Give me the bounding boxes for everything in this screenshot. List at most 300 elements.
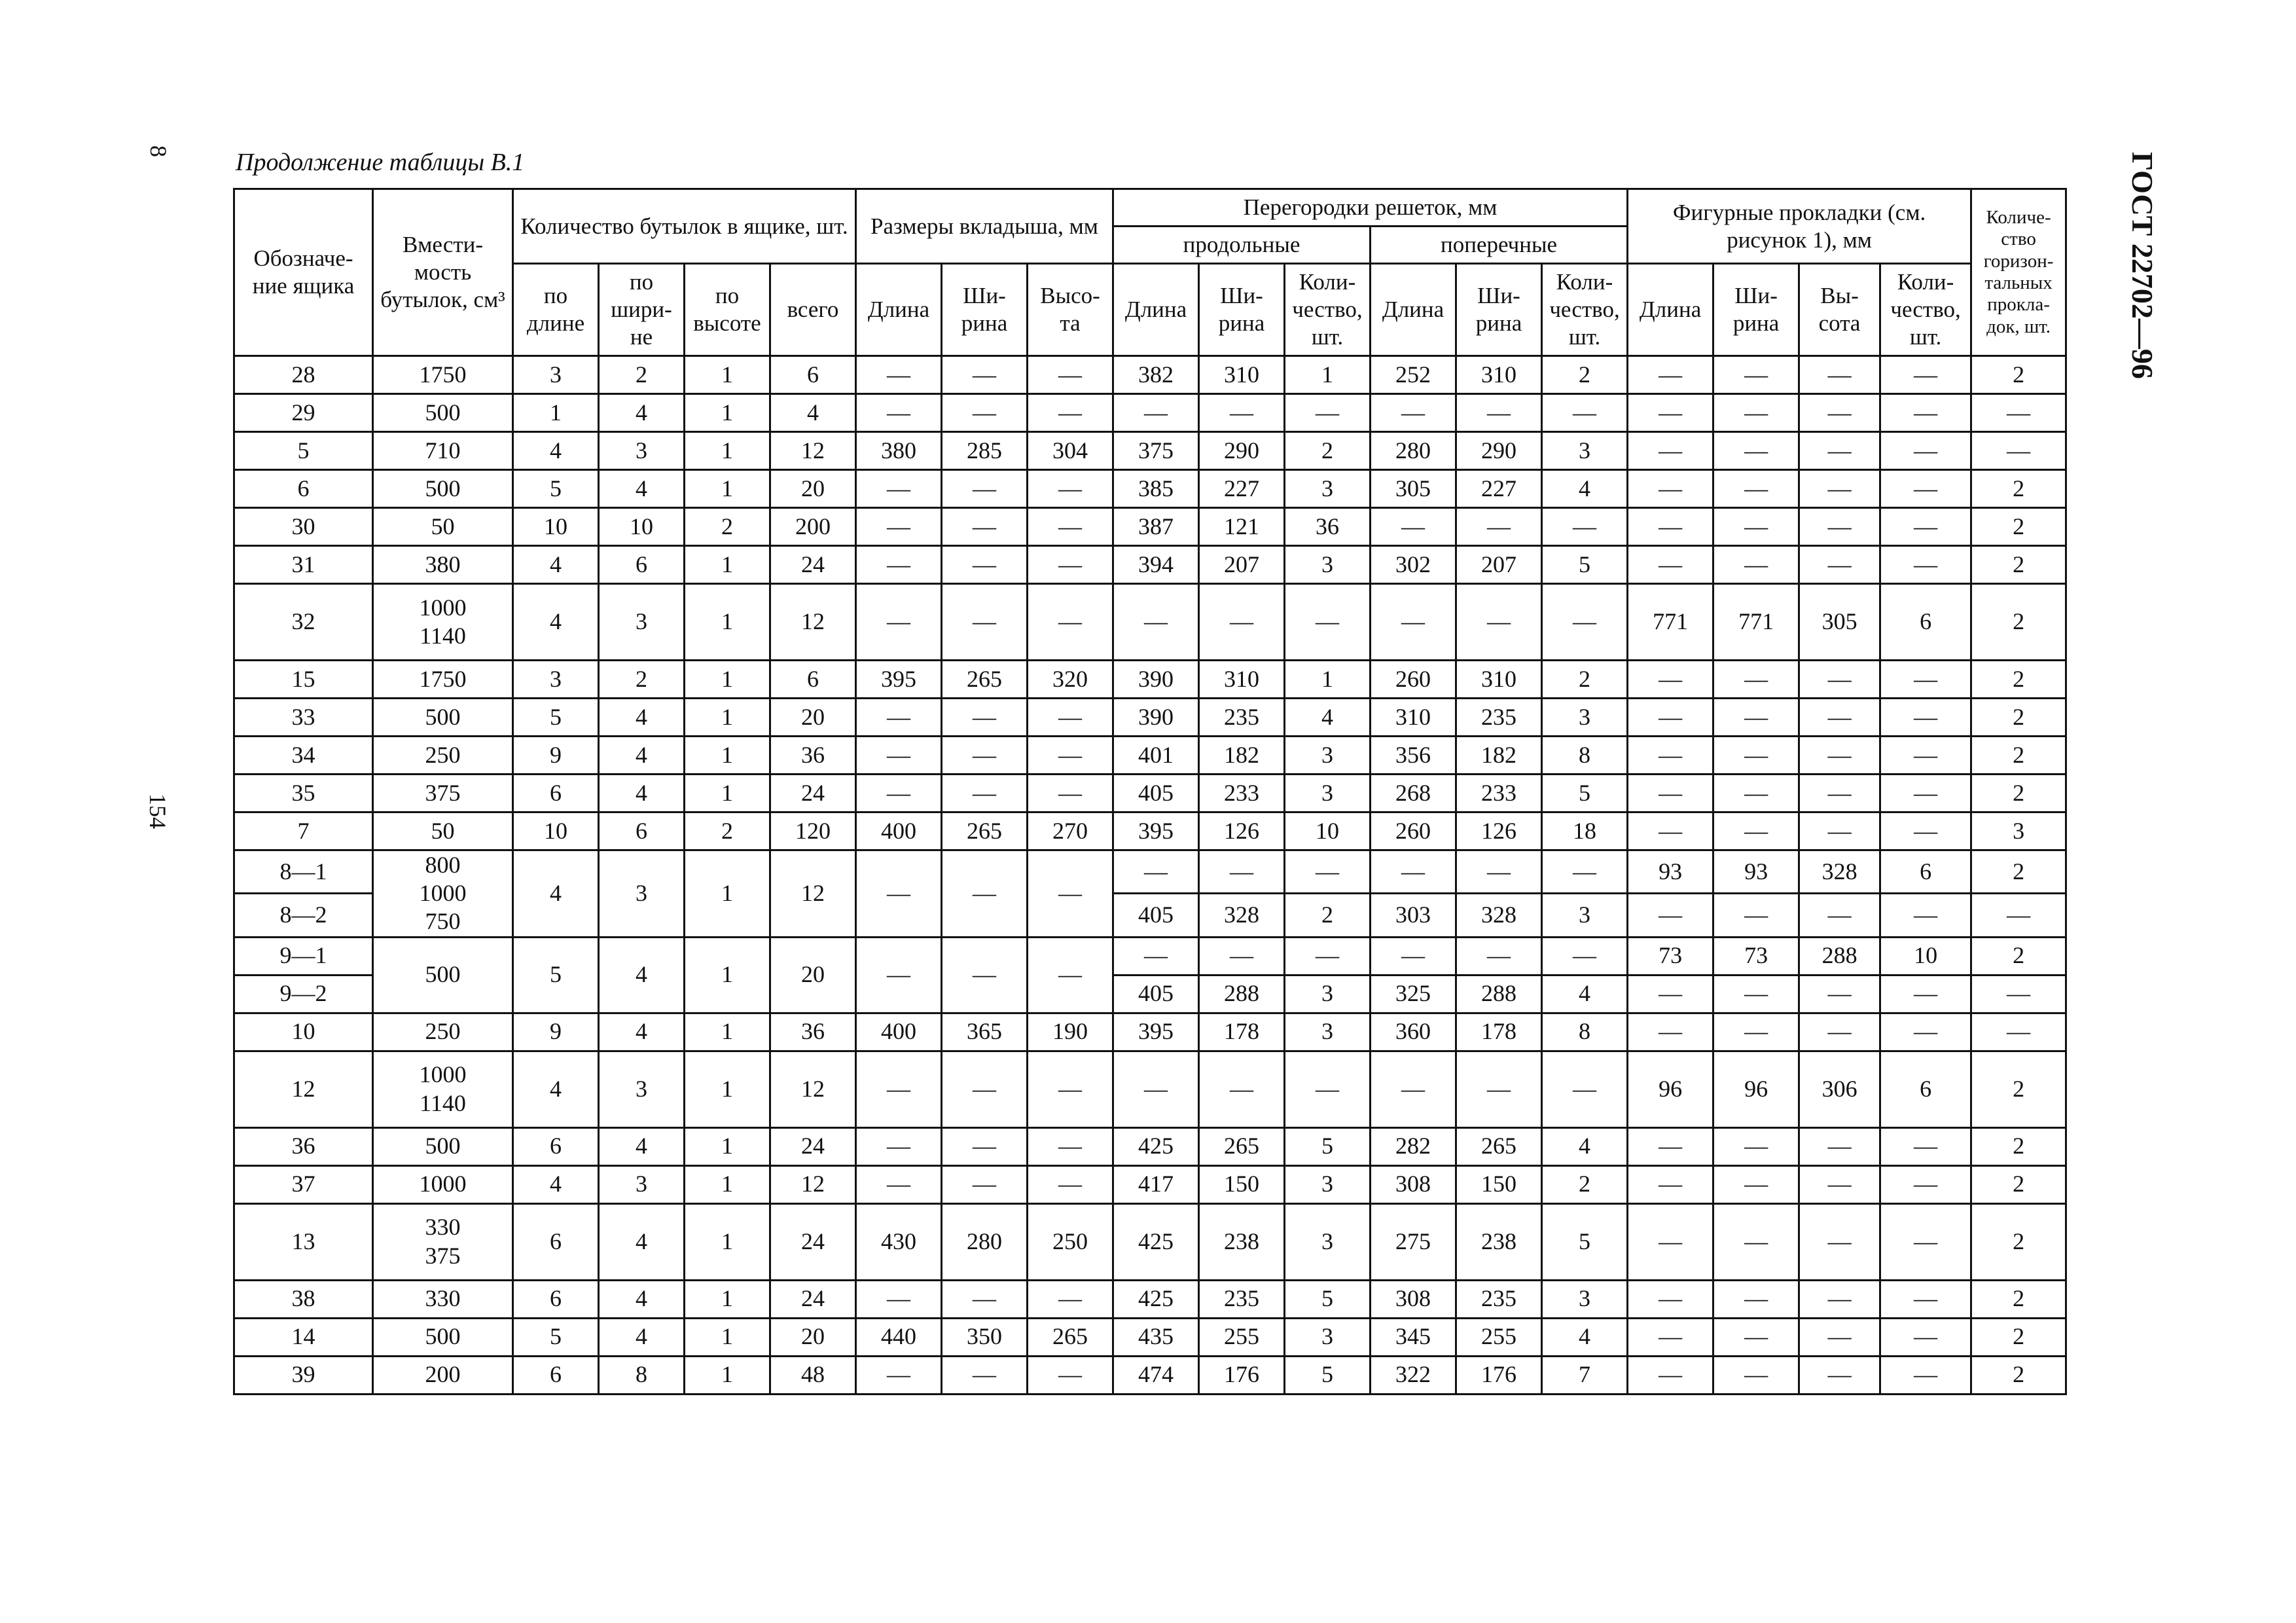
table-cell: 4 <box>1542 975 1628 1013</box>
table-cell: — <box>1113 584 1199 661</box>
table-cell: 48 <box>770 1356 856 1394</box>
table-cell: 200 <box>373 1356 513 1394</box>
table-cell: 2 <box>1285 432 1371 470</box>
table-cell: 285 <box>942 432 1028 470</box>
header-long-width: Ши-рина <box>1199 264 1285 356</box>
table-cell: 365 <box>942 1013 1028 1051</box>
table-cell: 12 <box>770 1165 856 1203</box>
table-cell: 1 <box>685 699 770 737</box>
table-cell: 425 <box>1113 1127 1199 1165</box>
table-cell: 4 <box>599 937 685 1013</box>
table-cell: — <box>1028 394 1113 432</box>
table-row <box>234 1356 2066 1394</box>
table-cell: 328 <box>1456 894 1542 937</box>
table-cell: — <box>1713 975 1799 1013</box>
table-cell: 6 <box>513 1127 599 1165</box>
table-cell: 178 <box>1199 1013 1285 1051</box>
table-cell: — <box>1880 1127 1971 1165</box>
table-cell: 328 <box>1799 850 1880 894</box>
table-cell: — <box>1713 394 1799 432</box>
table-cell: 227 <box>1456 470 1542 508</box>
table-cell: 425 <box>1113 1203 1199 1280</box>
table-cell: 325 <box>1371 975 1456 1013</box>
table-cell: — <box>1542 508 1628 546</box>
table-cell: 390 <box>1113 661 1199 699</box>
page-marker: 8 <box>145 145 171 157</box>
table-cell: 350 <box>942 1318 1028 1356</box>
table-cell: 2 <box>1971 584 2066 661</box>
table-cell: 12 <box>234 1051 373 1127</box>
table-cell: 6 <box>599 546 685 584</box>
table-cell: — <box>1713 1127 1799 1165</box>
table-row <box>234 775 2066 812</box>
table-cell: 24 <box>770 1203 856 1280</box>
table-cell: 356 <box>1371 737 1456 775</box>
table-row <box>234 812 2066 850</box>
table-cell: — <box>942 584 1028 661</box>
table-cell: 4 <box>1542 1127 1628 1165</box>
table-cell: — <box>942 850 1028 938</box>
header-insert-height: Высо-та <box>1028 264 1113 356</box>
table-cell: 4 <box>599 699 685 737</box>
table-cell: 3 <box>1542 699 1628 737</box>
table-cell: — <box>1713 356 1799 394</box>
table-cell: — <box>1799 394 1880 432</box>
table-cell: 1750 <box>373 356 513 394</box>
table-cell: 1000 <box>373 1165 513 1203</box>
table-row <box>234 937 2066 975</box>
table-cell: 2 <box>1542 661 1628 699</box>
table-cell: — <box>942 1280 1028 1318</box>
table-cell: 6 <box>770 661 856 699</box>
table-cell: 275 <box>1371 1203 1456 1280</box>
table-cell: — <box>1880 356 1971 394</box>
table-cell: 3 <box>1542 894 1628 937</box>
header-long-quantity: Коли-чество, шт. <box>1285 264 1371 356</box>
table-cell: 10 <box>599 508 685 546</box>
table-cell: — <box>1628 894 1713 937</box>
table-cell: 2 <box>1971 1165 2066 1203</box>
table-cell: 304 <box>1028 432 1113 470</box>
table-cell: — <box>942 470 1028 508</box>
table-cell: 771 <box>1628 584 1713 661</box>
table-cell: — <box>1799 894 1880 937</box>
table-cell: 50 <box>373 812 513 850</box>
table-cell: 2 <box>1971 1203 2066 1280</box>
table-cell: 2 <box>1542 1165 1628 1203</box>
table-cell: — <box>1285 1051 1371 1127</box>
table-cell: — <box>1880 975 1971 1013</box>
designation-cell: 8—2 <box>234 894 373 937</box>
table-cell: 425 <box>1113 1280 1199 1318</box>
table-cell: — <box>1028 1280 1113 1318</box>
table-cell: 24 <box>770 1280 856 1318</box>
table-cell: 3 <box>599 432 685 470</box>
table-cell: — <box>1880 546 1971 584</box>
table-cell: 36 <box>234 1127 373 1165</box>
table-cell: — <box>942 1356 1028 1394</box>
table-caption: Продолжение таблицы В.1 <box>236 149 525 176</box>
table-cell: 265 <box>1456 1127 1542 1165</box>
table-cell: — <box>1542 1051 1628 1127</box>
table-cell: 3 <box>599 850 685 938</box>
table-cell: 430 <box>856 1203 942 1280</box>
table-cell: 1000 1140 <box>373 584 513 661</box>
table-cell: 3 <box>1542 1280 1628 1318</box>
table-cell: — <box>942 546 1028 584</box>
table-cell: 7 <box>234 812 373 850</box>
table-cell: 6 <box>513 1203 599 1280</box>
table-cell: 1000 1140 <box>373 1051 513 1127</box>
table-cell: 288 <box>1456 975 1542 1013</box>
table-cell: 6 <box>1880 584 1971 661</box>
table-cell: — <box>1628 1356 1713 1394</box>
table-cell: 6 <box>513 1280 599 1318</box>
table-cell: 1 <box>685 1051 770 1127</box>
table-cell: — <box>1628 775 1713 812</box>
table-cell: 3 <box>1285 546 1371 584</box>
table-cell: 6 <box>1880 1051 1971 1127</box>
table-cell: — <box>1028 1165 1113 1203</box>
table-cell: 4 <box>1285 699 1371 737</box>
table-cell: 3 <box>1285 775 1371 812</box>
table-cell: — <box>856 1356 942 1394</box>
header-fig-height: Вы-сота <box>1799 264 1880 356</box>
table-cell: 29 <box>234 394 373 432</box>
table-cell: 176 <box>1199 1356 1285 1394</box>
designation-cell: 9—2 <box>234 975 373 1013</box>
table-cell: — <box>856 508 942 546</box>
table-cell: 38 <box>234 1280 373 1318</box>
table-row <box>234 470 2066 508</box>
table-cell: 4 <box>513 546 599 584</box>
table-cell: 1 <box>685 1127 770 1165</box>
table-cell: 3 <box>1542 432 1628 470</box>
table-cell: 400 <box>856 1013 942 1051</box>
table-cell: 2 <box>1971 356 2066 394</box>
table-cell: 10 <box>1880 937 1971 975</box>
table-cell: — <box>1456 508 1542 546</box>
table-cell: — <box>1799 975 1880 1013</box>
table-cell: 500 <box>373 1318 513 1356</box>
table-cell: 20 <box>770 470 856 508</box>
table-cell: 375 <box>373 775 513 812</box>
table-cell: 12 <box>770 584 856 661</box>
table-cell: 24 <box>770 546 856 584</box>
table-cell: 310 <box>1371 699 1456 737</box>
header-by-width: по шири-не <box>599 264 685 356</box>
table-cell: 345 <box>1371 1318 1456 1356</box>
table-cell: — <box>1799 1013 1880 1051</box>
capacity-cell: 500 <box>373 937 513 1013</box>
table-cell: 282 <box>1371 1127 1456 1165</box>
table-cell: 2 <box>1542 356 1628 394</box>
header-figured-group: Фигурные прокладки (см. рисунок 1), мм <box>1628 189 1971 264</box>
table-cell: — <box>1713 1203 1799 1280</box>
table-cell: 382 <box>1113 356 1199 394</box>
table-cell: — <box>1713 661 1799 699</box>
table-cell: 1 <box>685 1165 770 1203</box>
table-cell: — <box>1628 508 1713 546</box>
table-row <box>234 584 2066 661</box>
table-cell: 1 <box>685 356 770 394</box>
table-cell: 20 <box>770 937 856 1013</box>
table-cell: — <box>1880 1203 1971 1280</box>
table-cell: 93 <box>1713 850 1799 894</box>
table-cell: — <box>1880 737 1971 775</box>
table-cell: 2 <box>1971 661 2066 699</box>
table-cell: 2 <box>1971 508 2066 546</box>
table-cell: 6 <box>1880 850 1971 894</box>
table-cell: — <box>1628 737 1713 775</box>
table-cell: 394 <box>1113 546 1199 584</box>
table-cell: 3 <box>599 584 685 661</box>
table-cell: 303 <box>1371 894 1456 937</box>
table-cell: — <box>1028 737 1113 775</box>
table-row <box>234 508 2066 546</box>
table-cell: 5 <box>1285 1127 1371 1165</box>
table-cell: — <box>1199 937 1285 975</box>
header-total: всего <box>770 264 856 356</box>
table-cell: 12 <box>770 850 856 938</box>
table-cell: 4 <box>513 850 599 938</box>
table-cell: 5 <box>1285 1280 1371 1318</box>
table-cell: 5 <box>1542 1203 1628 1280</box>
table-cell: — <box>1880 1013 1971 1051</box>
table-cell: 330 375 <box>373 1203 513 1280</box>
table-cell: 3 <box>599 1051 685 1127</box>
header-fig-length: Длина <box>1628 264 1713 356</box>
table-cell: — <box>1371 584 1456 661</box>
table-cell: — <box>1456 584 1542 661</box>
table-cell: — <box>1285 394 1371 432</box>
table-cell: — <box>1713 1356 1799 1394</box>
table-cell: 2 <box>1971 546 2066 584</box>
table-cell: 150 <box>1199 1165 1285 1203</box>
table-cell: — <box>1799 546 1880 584</box>
table-cell: 73 <box>1713 937 1799 975</box>
table-cell: 96 <box>1713 1051 1799 1127</box>
table-cell: 265 <box>1199 1127 1285 1165</box>
table-cell: 255 <box>1456 1318 1542 1356</box>
table-cell: 96 <box>1628 1051 1713 1127</box>
table-cell: 288 <box>1199 975 1285 1013</box>
table-cell: — <box>1028 356 1113 394</box>
table-cell: — <box>856 1127 942 1165</box>
table-cell: — <box>1799 1280 1880 1318</box>
table-cell: — <box>856 1165 942 1203</box>
table-cell: 1 <box>685 1280 770 1318</box>
table-cell: 290 <box>1199 432 1285 470</box>
table-cell: 310 <box>1456 356 1542 394</box>
table-cell: — <box>1799 356 1880 394</box>
table-cell: 2 <box>599 661 685 699</box>
table-cell: — <box>1628 1318 1713 1356</box>
designation-cell: 9—1 <box>234 937 373 975</box>
table-cell: 395 <box>856 661 942 699</box>
table-cell: — <box>1371 850 1456 894</box>
table-cell: 1 <box>685 546 770 584</box>
table-cell: 1 <box>685 775 770 812</box>
table-cell: 395 <box>1113 812 1199 850</box>
table-cell: — <box>1628 1013 1713 1051</box>
table-row <box>234 1203 2066 1280</box>
table-cell: — <box>1628 546 1713 584</box>
table-cell: 6 <box>599 812 685 850</box>
table-cell: — <box>1713 699 1799 737</box>
table-cell: — <box>1971 432 2066 470</box>
table-cell: 121 <box>1199 508 1285 546</box>
table-cell: 1 <box>1285 356 1371 394</box>
table-cell: 305 <box>1371 470 1456 508</box>
table-cell: 308 <box>1371 1280 1456 1318</box>
table-cell: 302 <box>1371 546 1456 584</box>
table-cell: 227 <box>1199 470 1285 508</box>
table-cell: — <box>1799 470 1880 508</box>
table-cell: 4 <box>513 1165 599 1203</box>
table-cell: — <box>942 699 1028 737</box>
table-cell: 233 <box>1456 775 1542 812</box>
table-cell: — <box>1199 584 1285 661</box>
table-cell: 4 <box>770 394 856 432</box>
capacity-cell: 800 1000 750 <box>373 850 513 938</box>
table-cell: 36 <box>1285 508 1371 546</box>
table-row <box>234 661 2066 699</box>
table-cell: 3 <box>1285 470 1371 508</box>
table-cell: — <box>1971 1013 2066 1051</box>
table-cell: — <box>1880 1165 1971 1203</box>
table-cell: 500 <box>373 699 513 737</box>
table-cell: 268 <box>1371 775 1456 812</box>
table-cell: — <box>1799 1318 1880 1356</box>
table-cell: 288 <box>1799 937 1880 975</box>
table-cell: — <box>1628 432 1713 470</box>
table-cell: 190 <box>1028 1013 1113 1051</box>
table-cell: 4 <box>513 432 599 470</box>
table-cell: 380 <box>373 546 513 584</box>
table-cell: 24 <box>770 775 856 812</box>
table-cell: 8 <box>599 1356 685 1394</box>
table-cell: 710 <box>373 432 513 470</box>
table-cell: — <box>1971 394 2066 432</box>
table-cell: 8 <box>1542 737 1628 775</box>
table-cell: 265 <box>942 812 1028 850</box>
table-cell: 3 <box>1285 1013 1371 1051</box>
table-cell: — <box>1628 1280 1713 1318</box>
table-row <box>234 546 2066 584</box>
table-cell: — <box>856 1280 942 1318</box>
table-cell: 3 <box>1285 975 1371 1013</box>
table-cell: — <box>1799 1203 1880 1280</box>
table-cell: — <box>1799 508 1880 546</box>
table-cell: 200 <box>770 508 856 546</box>
table-cell: — <box>1113 937 1199 975</box>
table-cell: — <box>1799 661 1880 699</box>
table-cell: 24 <box>770 1127 856 1165</box>
table-cell: — <box>1285 937 1371 975</box>
table-cell: 440 <box>856 1318 942 1356</box>
table-cell: 4 <box>599 1280 685 1318</box>
table-cell: — <box>1880 812 1971 850</box>
table-cell: 330 <box>373 1280 513 1318</box>
table-cell: 182 <box>1199 737 1285 775</box>
table-cell: — <box>1628 975 1713 1013</box>
header-long-length: Длина <box>1113 264 1199 356</box>
header-insert-group: Размеры вкладыша, мм <box>856 189 1113 264</box>
table-cell: — <box>1028 699 1113 737</box>
standard-designation: ГОСТ 22702—96 <box>2126 152 2159 379</box>
table-cell: 310 <box>1199 661 1285 699</box>
header-bottles-group: Количество бутылок в ящике, шт. <box>513 189 856 264</box>
table-cell: 9 <box>513 1013 599 1051</box>
table-cell: 255 <box>1199 1318 1285 1356</box>
table-row <box>234 1318 2066 1356</box>
table-cell: 4 <box>599 394 685 432</box>
table-cell: 405 <box>1113 894 1199 937</box>
table-cell: 238 <box>1456 1203 1542 1280</box>
table-cell: 250 <box>373 737 513 775</box>
table-cell: — <box>856 546 942 584</box>
table-cell: 4 <box>513 584 599 661</box>
table-cell: — <box>1456 1051 1542 1127</box>
table-cell: — <box>1799 775 1880 812</box>
table-cell: 252 <box>1371 356 1456 394</box>
table-cell: 50 <box>373 508 513 546</box>
header-capacity: Вмести-мость бутылок, см³ <box>373 189 513 356</box>
table-row <box>234 1280 2066 1318</box>
table-cell: 250 <box>1028 1203 1113 1280</box>
table-row <box>234 1165 2066 1203</box>
table-cell: 32 <box>234 584 373 661</box>
table-cell: — <box>1628 470 1713 508</box>
table-cell: — <box>942 1127 1028 1165</box>
table-cell: — <box>1628 661 1713 699</box>
table-cell: — <box>1285 584 1371 661</box>
table-cell: — <box>942 394 1028 432</box>
table-cell: 290 <box>1456 432 1542 470</box>
table-cell: — <box>1028 1356 1113 1394</box>
table-cell: — <box>1628 699 1713 737</box>
table-cell: — <box>1028 775 1113 812</box>
table-cell: 4 <box>513 1051 599 1127</box>
data-table <box>233 188 2067 1395</box>
table-cell: 500 <box>373 394 513 432</box>
table-cell: 3 <box>1285 737 1371 775</box>
table-cell: — <box>1713 812 1799 850</box>
table-cell: 31 <box>234 546 373 584</box>
table-cell: 178 <box>1456 1013 1542 1051</box>
table-cell: 2 <box>1971 470 2066 508</box>
table-cell: — <box>1880 394 1971 432</box>
table-cell: 126 <box>1456 812 1542 850</box>
header-designation: Обозначе-ние ящика <box>234 189 373 356</box>
table-cell: 5 <box>513 699 599 737</box>
table-cell: 1 <box>685 661 770 699</box>
table-cell: 405 <box>1113 775 1199 812</box>
table-cell: 73 <box>1628 937 1713 975</box>
table-cell: 150 <box>1456 1165 1542 1203</box>
table-cell: — <box>1199 850 1285 894</box>
table-cell: 500 <box>373 1127 513 1165</box>
table-cell: 2 <box>599 356 685 394</box>
table-cell: — <box>1880 432 1971 470</box>
table-row <box>234 356 2066 394</box>
designation-cell: 8—1 <box>234 850 373 894</box>
table-cell: — <box>1880 1280 1971 1318</box>
table-cell: — <box>1713 1318 1799 1356</box>
header-trans-length: Длина <box>1371 264 1456 356</box>
header-fig-width: Ши-рина <box>1713 264 1799 356</box>
